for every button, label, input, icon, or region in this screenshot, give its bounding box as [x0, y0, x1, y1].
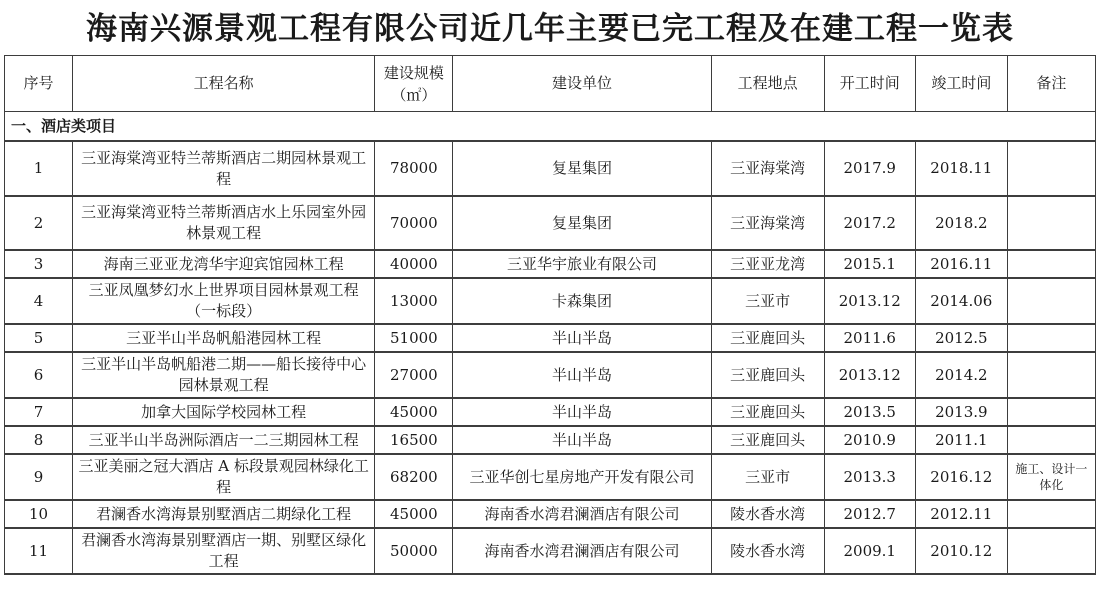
cell-location: 陵水香水湾	[711, 500, 824, 528]
cell-start: 2009.1	[824, 528, 915, 574]
table-row	[5, 324, 1096, 352]
cell-seq: 1	[5, 141, 73, 196]
cell-unit: 卡森集团	[453, 278, 711, 324]
cell-location: 三亚鹿回头	[711, 398, 824, 426]
col-header-scale-line1: 建设规模	[383, 63, 444, 82]
cell-remark	[1007, 426, 1095, 454]
cell-remark	[1007, 141, 1095, 196]
cell-end: 2011.1	[915, 426, 1007, 454]
cell-start: 2013.12	[824, 352, 915, 398]
cell-unit: 复星集团	[453, 196, 711, 250]
cell-seq: 10	[5, 500, 73, 528]
cell-end: 2012.11	[915, 500, 1007, 528]
table-row	[5, 500, 1096, 528]
cell-location: 三亚鹿回头	[711, 426, 824, 454]
cell-location: 陵水香水湾	[711, 528, 824, 574]
cell-location: 三亚市	[711, 454, 824, 500]
table-row	[5, 278, 1096, 324]
cell-unit: 复星集团	[453, 141, 711, 196]
cell-unit: 半山半岛	[453, 398, 711, 426]
cell-scale: 13000	[375, 278, 453, 324]
cell-seq: 5	[5, 324, 73, 352]
cell-seq: 6	[5, 352, 73, 398]
cell-scale: 45000	[375, 500, 453, 528]
cell-unit: 半山半岛	[453, 426, 711, 454]
cell-remark	[1007, 250, 1095, 278]
table-row	[5, 352, 1096, 398]
cell-seq: 4	[5, 278, 73, 324]
cell-location: 三亚亚龙湾	[711, 250, 824, 278]
cell-end: 2012.5	[915, 324, 1007, 352]
cell-scale: 70000	[375, 196, 453, 250]
cell-scale: 16500	[375, 426, 453, 454]
cell-name: 君澜香水湾海景别墅酒店一期、别墅区绿化工程	[73, 528, 375, 574]
cell-end: 2016.11	[915, 250, 1007, 278]
cell-location: 三亚鹿回头	[711, 324, 824, 352]
cell-unit: 半山半岛	[453, 324, 711, 352]
col-header-end: 竣工时间	[915, 56, 1007, 112]
cell-start: 2012.7	[824, 500, 915, 528]
cell-name: 三亚海棠湾亚特兰蒂斯酒店水上乐园室外园林景观工程	[73, 196, 375, 250]
table-row	[5, 250, 1096, 278]
cell-name: 三亚半山半岛洲际酒店一二三期园林工程	[73, 426, 375, 454]
cell-remark	[1007, 528, 1095, 574]
cell-seq: 8	[5, 426, 73, 454]
cell-name: 三亚半山半岛帆船港二期——船长接待中心园林景观工程	[73, 352, 375, 398]
cell-end: 2018.11	[915, 141, 1007, 196]
cell-name: 君澜香水湾海景别墅酒店二期绿化工程	[73, 500, 375, 528]
cell-name: 三亚海棠湾亚特兰蒂斯酒店二期园林景观工程	[73, 141, 375, 196]
table-row	[5, 398, 1096, 426]
cell-end: 2010.12	[915, 528, 1007, 574]
header-row	[5, 56, 1096, 112]
cell-end: 2013.9	[915, 398, 1007, 426]
cell-scale: 45000	[375, 398, 453, 426]
cell-remark	[1007, 398, 1095, 426]
cell-remark	[1007, 196, 1095, 250]
table-row	[5, 454, 1096, 500]
cell-remark	[1007, 500, 1095, 528]
cell-name: 海南三亚亚龙湾华宇迎宾馆园林工程	[73, 250, 375, 278]
cell-start: 2010.9	[824, 426, 915, 454]
cell-name: 三亚美丽之冠大酒店 A 标段景观园林绿化工程	[73, 454, 375, 500]
cell-location: 三亚鹿回头	[711, 352, 824, 398]
col-header-scale-line2: （㎡）	[391, 85, 437, 104]
col-header-scale	[375, 56, 453, 112]
cell-unit: 海南香水湾君澜酒店有限公司	[453, 528, 711, 574]
cell-start: 2013.5	[824, 398, 915, 426]
cell-start: 2013.12	[824, 278, 915, 324]
projects-table	[4, 55, 1096, 575]
cell-name: 三亚凤凰梦幻水上世界项目园林景观工程（一标段）	[73, 278, 375, 324]
cell-unit: 三亚华宇旅业有限公司	[453, 250, 711, 278]
cell-unit: 三亚华创七星房地产开发有限公司	[453, 454, 711, 500]
cell-scale: 78000	[375, 141, 453, 196]
table-row	[5, 196, 1096, 250]
cell-seq: 11	[5, 528, 73, 574]
cell-unit: 海南香水湾君澜酒店有限公司	[453, 500, 711, 528]
col-header-name: 工程名称	[73, 56, 375, 112]
cell-scale: 51000	[375, 324, 453, 352]
cell-name: 加拿大国际学校园林工程	[73, 398, 375, 426]
cell-location: 三亚市	[711, 278, 824, 324]
table-row	[5, 528, 1096, 574]
cell-start: 2017.9	[824, 141, 915, 196]
cell-location: 三亚海棠湾	[711, 196, 824, 250]
cell-remark	[1007, 278, 1095, 324]
cell-seq: 3	[5, 250, 73, 278]
section-label: 一、酒店类项目	[5, 112, 1096, 142]
table-row	[5, 141, 1096, 196]
col-header-seq: 序号	[5, 56, 73, 112]
cell-location: 三亚海棠湾	[711, 141, 824, 196]
col-header-unit: 建设单位	[453, 56, 711, 112]
cell-seq: 7	[5, 398, 73, 426]
cell-scale: 68200	[375, 454, 453, 500]
cell-start: 2015.1	[824, 250, 915, 278]
cell-end: 2014.06	[915, 278, 1007, 324]
section-header-hotels	[5, 112, 1096, 142]
cell-scale: 27000	[375, 352, 453, 398]
cell-remark	[1007, 352, 1095, 398]
cell-end: 2018.2	[915, 196, 1007, 250]
cell-scale: 50000	[375, 528, 453, 574]
cell-name: 三亚半山半岛帆船港园林工程	[73, 324, 375, 352]
col-header-remark: 备注	[1007, 56, 1095, 112]
cell-remark	[1007, 324, 1095, 352]
cell-scale: 40000	[375, 250, 453, 278]
page-title: 海南兴源景观工程有限公司近几年主要已完工程及在建工程一览表	[86, 11, 1014, 47]
col-header-start: 开工时间	[824, 56, 915, 112]
cell-start: 2011.6	[824, 324, 915, 352]
cell-unit: 半山半岛	[453, 352, 711, 398]
cell-start: 2017.2	[824, 196, 915, 250]
cell-end: 2014.2	[915, 352, 1007, 398]
cell-start: 2013.3	[824, 454, 915, 500]
cell-seq: 9	[5, 454, 73, 500]
cell-end: 2016.12	[915, 454, 1007, 500]
col-header-location: 工程地点	[711, 56, 824, 112]
cell-remark: 施工、设计一体化	[1007, 454, 1095, 500]
cell-seq: 2	[5, 196, 73, 250]
table-row	[5, 426, 1096, 454]
